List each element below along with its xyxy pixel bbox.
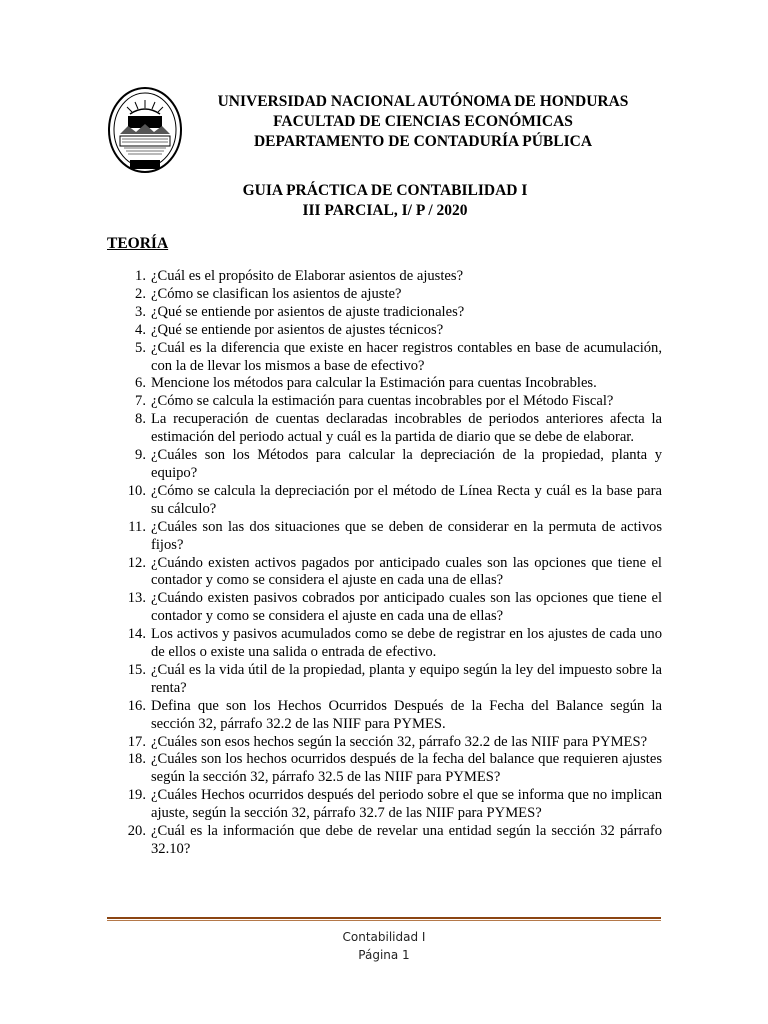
- question-text: La recuperación de cuentas declaradas incobrables de periodos anteriores afecta la estimación del periodo actual y cuál es la partida de diario que se debe de elaborar.: [151, 411, 662, 446]
- list-item: [106, 823, 662, 859]
- list-item: [106, 787, 662, 823]
- question-text: ¿Cuál es la diferencia que existe en hacer registros contables en base de acumulación, con la de llevar los mismos a base de efectivo?: [151, 339, 662, 374]
- question-number: 2.: [135, 285, 146, 302]
- question-number: 13.: [127, 590, 146, 607]
- question-number: 1.: [135, 268, 146, 284]
- seal-emblem-icon: [106, 86, 184, 176]
- list-item: [106, 626, 662, 662]
- question-text: ¿Cuál es la vida útil de la propiedad, planta y equipo según la ley del impuesto sobre la renta?: [151, 661, 662, 696]
- question-number: 9.: [135, 447, 146, 464]
- question-text: Mencione los métodos para calcular la Estimación para cuentas Incobrables.: [151, 375, 597, 392]
- question-number: 8.: [135, 411, 146, 428]
- list-item: [106, 286, 662, 304]
- faculty-name: FACULTAD DE CIENCIAS ECONÓMICAS: [273, 113, 573, 130]
- list-item: [106, 555, 662, 591]
- question-list: [106, 268, 662, 859]
- question-text: ¿Cómo se calcula la depreciación por el método de Línea Recta y cuál es la base para su cálculo?: [151, 482, 662, 517]
- question-text: Defina que son los Hechos Ocurridos Después de la Fecha del Balance según la sección 32, párrafo 32.2 de las NIIF para PYMES.: [151, 697, 662, 732]
- question-text: ¿Cuáles Hechos ocurridos después del periodo sobre el que se informa que no implican ajuste, según la sección 32, párrafo 32.7 de las NIIF para PYMES?: [151, 787, 662, 822]
- list-item: [106, 447, 662, 483]
- list-item: [106, 751, 662, 787]
- question-text: ¿Qué se entiende por asientos de ajuste tradicionales?: [151, 303, 465, 320]
- list-item: [106, 393, 662, 411]
- question-number: 15.: [127, 661, 146, 678]
- question-number: 5.: [135, 339, 146, 356]
- list-item: [106, 411, 662, 447]
- question-text: ¿Cómo se calcula la estimación para cuentas incobrables por el Método Fiscal?: [151, 393, 614, 410]
- question-number: 7.: [135, 393, 146, 410]
- question-text: ¿Qué se entiende por asientos de ajustes técnicos?: [151, 321, 444, 338]
- list-item: [106, 519, 662, 555]
- question-number: 20.: [127, 823, 146, 840]
- question-number: 12.: [127, 554, 146, 571]
- page-footer: [0, 928, 768, 964]
- university-seal-logo: [106, 86, 184, 176]
- question-number: 16.: [127, 697, 146, 714]
- question-text: ¿Cómo se clasifican los asientos de ajuste?: [151, 285, 402, 302]
- list-item: [106, 662, 662, 698]
- list-item: [106, 268, 662, 286]
- document-title: [150, 181, 620, 221]
- question-number: 19.: [127, 787, 146, 804]
- question-number: 4.: [135, 321, 146, 338]
- list-item: [106, 340, 662, 376]
- exam-period: III PARCIAL, I/ P / 2020: [302, 202, 468, 219]
- list-item: [106, 483, 662, 519]
- footer-divider: [107, 917, 661, 919]
- list-item: [106, 734, 662, 752]
- question-text: ¿Cuáles son esos hechos según la sección 32, párrafo 32.2 de las NIIF para PYMES?: [151, 733, 648, 750]
- list-item: [106, 698, 662, 734]
- page-number: Página 1: [358, 948, 410, 962]
- question-text: ¿Cuáles son los Métodos para calcular la depreciación de la propiedad, planta y equipo?: [151, 447, 662, 481]
- list-item: [106, 375, 662, 393]
- guide-title: GUIA PRÁCTICA DE CONTABILIDAD I: [242, 182, 528, 199]
- department-name: DEPARTAMENTO DE CONTADURÍA PÚBLICA: [253, 133, 593, 150]
- section-heading: TEORÍA: [107, 235, 169, 252]
- list-item: [106, 590, 662, 626]
- footer-divider-secondary: [107, 920, 661, 921]
- list-item: [106, 304, 662, 322]
- question-number: 6.: [135, 375, 146, 392]
- question-number: 11.: [128, 518, 146, 535]
- question-number: 17.: [127, 733, 146, 750]
- question-number: 10.: [127, 482, 146, 499]
- question-text: ¿Cuándo existen activos pagados por anticipado cuales son las opciones que tiene el contador y como se considera el ajuste en cada una de ellas?: [151, 554, 662, 589]
- question-text: ¿Cuál es la información que debe de revelar una entidad según la sección 32 párrafo 32.10?: [151, 823, 662, 857]
- question-text: ¿Cuándo existen pasivos cobrados por anticipado cuales son las opciones que tiene el contador y como se considera el ajuste en cada una de ellas?: [151, 590, 662, 625]
- question-text: ¿Cuáles son los hechos ocurridos después de la fecha del balance que requieren ajustes según la sección 32, párrafo 32.5 de las NIIF para PYMES?: [151, 751, 662, 786]
- question-number: 18.: [127, 751, 146, 768]
- question-number: 3.: [135, 303, 146, 320]
- question-text: ¿Cuál es el propósito de Elaborar asientos de ajustes?: [151, 268, 464, 284]
- list-item: [106, 322, 662, 340]
- footer-course: Contabilidad I: [342, 930, 426, 944]
- question-number: 14.: [127, 626, 146, 643]
- institution-header: [190, 92, 656, 152]
- question-text: ¿Cuáles son las dos situaciones que se deben de considerar en la permuta de activos fijos?: [151, 518, 662, 553]
- university-name: UNIVERSIDAD NACIONAL AUTÓNOMA DE HONDURAS: [217, 93, 629, 110]
- question-text: Los activos y pasivos acumulados como se debe de registrar en los ajustes de cada uno de ellos o existe una salida o entrada de efectivo.: [151, 626, 662, 661]
